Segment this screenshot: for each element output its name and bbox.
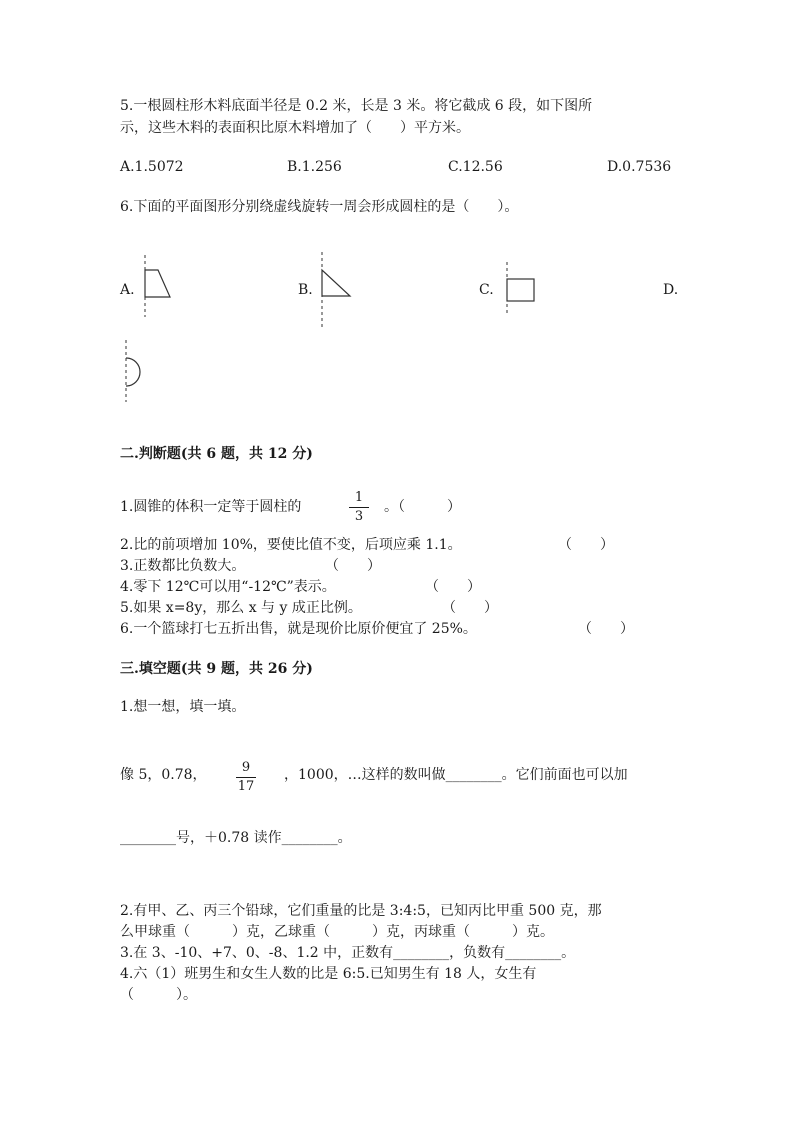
fraction-numerator: 1: [354, 490, 364, 505]
q6-option-b[interactable]: B.: [298, 282, 313, 298]
s2-item3-text: 3.正数都比负数大。: [120, 558, 246, 574]
s2-item2-blank[interactable]: （ ）: [558, 537, 614, 553]
q5-option-b[interactable]: B.1.256: [287, 159, 342, 175]
q6-option-c[interactable]: C.: [479, 282, 494, 298]
fraction-denominator: 17: [237, 779, 255, 794]
q5-option-a[interactable]: A.1.5072: [120, 159, 184, 175]
s2-item4-blank[interactable]: （ ）: [425, 579, 481, 595]
semicircle-figure: [118, 340, 153, 402]
fraction-bar: [349, 507, 369, 508]
s2-item3-blank[interactable]: （ ）: [325, 558, 381, 574]
s3-q1-title: 1.想一想，填一填。: [120, 699, 246, 715]
s2-item5-blank[interactable]: （ ）: [442, 600, 498, 616]
fraction-numerator: 9: [241, 760, 251, 775]
s3-q2-line2[interactable]: 么甲球重（ ）克，乙球重（ ）克，丙球重（ ）克。: [120, 924, 554, 940]
trapezoid-figure: [135, 255, 180, 317]
q5-text-line2: 示，这些木料的表面积比原木料增加了（ ）平方米。: [120, 120, 470, 136]
s2-item2-text: 2.比的前项增加 10%，要使比值不变，后项应乘 1.1。: [120, 537, 462, 553]
section2-title: 二.判断题(共 6 题，共 12 分): [120, 446, 313, 462]
triangle-figure: [314, 252, 359, 327]
fraction-denominator: 3: [354, 509, 364, 524]
s3-q2-line1: 2.有甲、乙、丙三个铅球，它们重量的比是 3:4:5，已知丙比甲重 500 克，那: [120, 903, 602, 919]
s3-q4-line1: 4.六（1）班男生和女生人数的比是 6:5.已知男生有 18 人，女生有: [120, 966, 537, 982]
s3-q1-pre: 像 5，0.78，: [120, 767, 207, 783]
s3-q4-line2[interactable]: （ ）。: [120, 987, 197, 1003]
s2-item1-blank[interactable]: 。（ ）: [384, 499, 461, 515]
s3-q1-line2[interactable]: ________号，＋0.78 读作________。: [120, 830, 352, 846]
s2-item5-text: 5.如果 x=8y，那么 x 与 y 成正比例。: [120, 600, 362, 616]
fraction-bar: [236, 777, 256, 778]
q6-option-a[interactable]: A.: [120, 282, 135, 298]
q5-text-line1: 5.一根圆柱形木料底面半径是 0.2 米，长是 3 米。将它截成 6 段，如下图所: [120, 98, 593, 114]
q6-option-d[interactable]: D.: [663, 282, 679, 298]
s3-q3-text[interactable]: 3.在 3、-10、+7、0、-8、1.2 中，正数有________，负数有________。: [120, 945, 576, 961]
section3-title: 三.填空题(共 9 题，共 26 分): [120, 661, 313, 677]
s2-item4-text: 4.零下 12℃可以用“-12℃”表示。: [120, 579, 336, 595]
s3-q1-fraction: [234, 760, 258, 795]
q6-text: 6.下面的平面图形分别绕虚线旋转一周会形成圆柱的是（ ）。: [120, 199, 519, 215]
s2-item6-blank[interactable]: （ ）: [578, 621, 634, 637]
s3-q1-post[interactable]: ，1000，…这样的数叫做________。它们前面也可以加: [284, 767, 628, 783]
s2-item1-pre: 1.圆锥的体积一定等于圆柱的: [120, 499, 302, 515]
q5-option-c[interactable]: C.12.56: [448, 159, 503, 175]
s2-item6-text: 6.一个篮球打七五折出售，就是现价比原价便宜了 25%。: [120, 621, 477, 637]
s2-item1-fraction: [347, 490, 371, 525]
q5-option-d[interactable]: D.0.7536: [607, 159, 672, 175]
rectangle-figure: [500, 262, 540, 314]
